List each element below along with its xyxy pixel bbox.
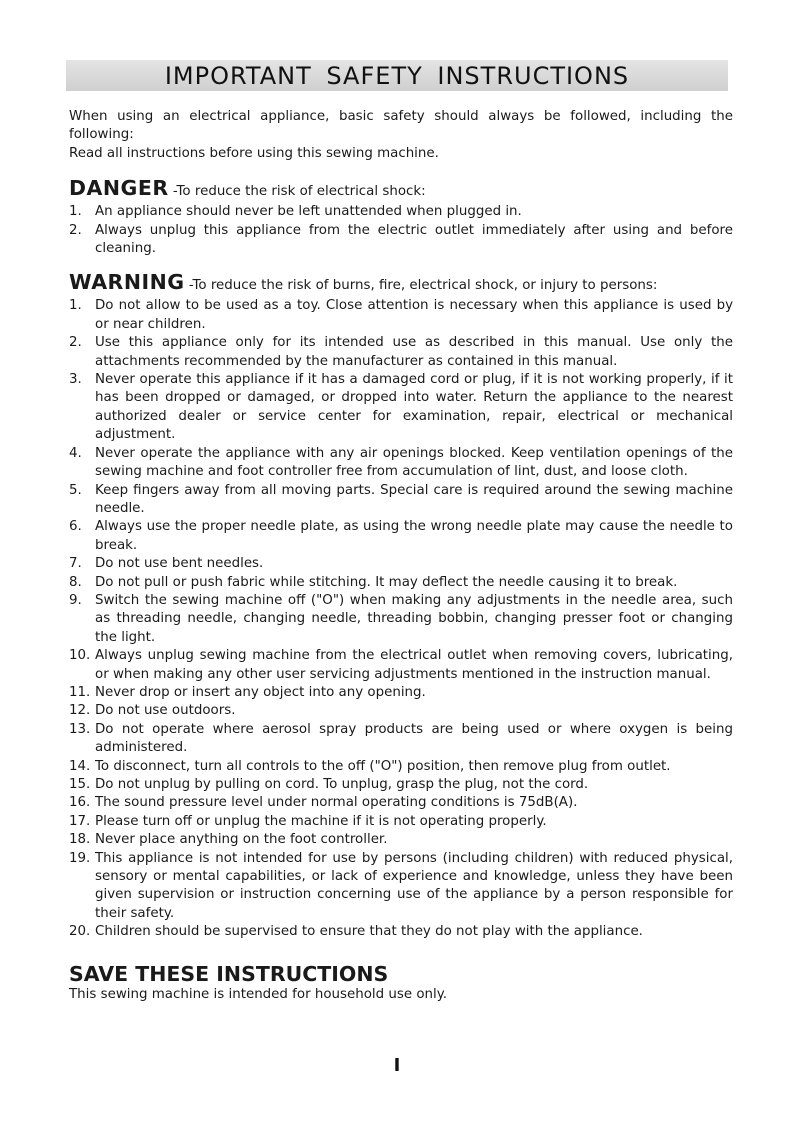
list-item (69, 647, 733, 684)
item-number: 18. (69, 832, 91, 848)
item-text: This appliance is not intended for use by persons (including children) with reduced physical, sensory or mental capabilities, or lack of experience and knowledge, unless they have been given supervision or instruction concerning use of the appliance by a person responsible for their safety. (95, 850, 733, 921)
save-text: This sewing machine is intended for household use only. (69, 986, 448, 1002)
item-text: Always unplug this appliance from the electric outlet immediately after using and before cleaning. (95, 222, 733, 257)
save-heading: SAVE THESE INSTRUCTIONS (69, 961, 389, 986)
item-text: Keep fingers away from all moving parts. Special care is required around the sewing machine needle. (95, 482, 733, 516)
list-item (69, 702, 733, 720)
item-number: 9. (69, 592, 82, 608)
item-number: 2. (69, 222, 82, 238)
item-number: 8. (69, 574, 82, 590)
list-item (69, 222, 733, 259)
title-bar (66, 60, 728, 91)
list-item (69, 831, 733, 849)
item-number: 5. (69, 482, 82, 498)
item-text: To disconnect, turn all controls to the off ("O") position, then remove plug from outlet. (95, 758, 671, 774)
item-text: Never operate the appliance with any air openings blocked. Keep ventilation openings of the sewing machine and foot controller free from accumulation of lint, dust, and loose cloth. (95, 445, 733, 480)
item-number: 1. (69, 204, 82, 220)
item-text: Always unplug sewing machine from the electrical outlet when removing covers, lubricating, or when making any other user servicing adjustments mentioned in the instruction manual. (95, 648, 733, 682)
page-title: IMPORTANT SAFETY INSTRUCTIONS (164, 61, 630, 90)
danger-list (69, 203, 733, 258)
intro (69, 108, 733, 163)
danger-description: -To reduce the risk of electrical shock: (172, 184, 426, 200)
list-item (69, 482, 733, 519)
warning-heading-row (69, 271, 733, 297)
item-text: Never place anything on the foot controller. (95, 832, 388, 848)
list-item (69, 923, 733, 941)
danger-heading: DANGER (69, 176, 169, 201)
item-number: 7. (69, 556, 82, 572)
document-body (69, 108, 733, 1004)
list-item (69, 555, 733, 573)
list-item (69, 794, 733, 812)
list-item (69, 684, 733, 702)
item-number: 6. (69, 519, 82, 535)
warning-list (69, 297, 733, 941)
warning-heading: WARNING (69, 270, 185, 295)
item-number: 15. (69, 777, 91, 792)
item-number: 2. (69, 335, 82, 351)
item-number: 11. (69, 684, 91, 700)
intro-line-2: Read all instructions before using this sewing machine. (69, 145, 439, 161)
list-item (69, 371, 733, 445)
page-number: I (393, 1055, 401, 1076)
warning-description: -To reduce the risk of burns, fire, electrical shock, or injury to persons: (188, 278, 658, 294)
list-item (69, 297, 733, 334)
list-item (69, 518, 733, 555)
item-text: Switch the sewing machine off ("O") when making any adjustments in the needle area, such as threading needle, changing needle, threading bobbin, changing presser foot or changing the light. (95, 592, 733, 645)
item-number: 16. (69, 795, 91, 811)
list-item (69, 445, 733, 482)
item-number: 12. (69, 703, 91, 719)
item-text: Please turn off or unplug the machine if it is not operating properly. (95, 813, 547, 829)
item-text: Always use the proper needle plate, as using the wrong needle plate may cause the needle to break. (95, 519, 733, 553)
item-number: 17. (69, 813, 91, 829)
item-number: 10. (69, 648, 91, 664)
item-text: Do not pull or push fabric while stitching. It may deflect the needle causing it to break. (95, 574, 678, 590)
item-text: Do not operate where aerosol spray products are being used or where oxygen is being administered. (95, 721, 733, 756)
danger-heading-row (69, 177, 733, 203)
item-text: Never drop or insert any object into any opening. (95, 684, 426, 700)
item-text: The sound pressure level under normal operating conditions is 75dB(A). (95, 795, 578, 811)
item-number: 3. (69, 372, 82, 388)
item-number: 19. (69, 850, 91, 866)
item-number: 14. (69, 758, 91, 774)
item-number: 20. (69, 924, 91, 940)
list-item (69, 334, 733, 371)
list-item (69, 776, 733, 794)
list-item (69, 813, 733, 831)
list-item (69, 592, 733, 647)
item-number: 1. (69, 298, 82, 314)
item-number: 4. (69, 445, 82, 461)
item-text: Do not unplug by pulling on cord. To unplug, grasp the plug, not the cord. (95, 777, 589, 792)
intro-line-1: When using an electrical appliance, basic safety should always be followed, including the following: (69, 109, 733, 143)
list-item (69, 721, 733, 758)
item-text: Do not allow to be used as a toy. Close attention is necessary when this appliance is used by or near children. (95, 298, 733, 332)
item-text: Do not use bent needles. (95, 556, 264, 572)
item-text: Do not use outdoors. (95, 703, 236, 719)
item-number: 13. (69, 721, 91, 737)
list-item (69, 574, 733, 592)
list-item (69, 850, 733, 924)
item-text: Never operate this appliance if it has a damaged cord or plug, if it is not working properly, if it has been dropped or damaged, or dropped into water. Return the appliance to the nearest authorized dealer or service center for examination, repair, electrical or mechanical adjustment. (95, 372, 733, 443)
item-text: Children should be supervised to ensure that they do not play with the appliance. (95, 924, 643, 940)
list-item (69, 203, 733, 221)
list-item (69, 758, 733, 776)
item-text: An appliance should never be left unattended when plugged in. (95, 204, 522, 220)
item-text: Use this appliance only for its intended use as described in this manual. Use only the attachments recommended by the manufacturer as contained in this manual. (95, 335, 733, 369)
